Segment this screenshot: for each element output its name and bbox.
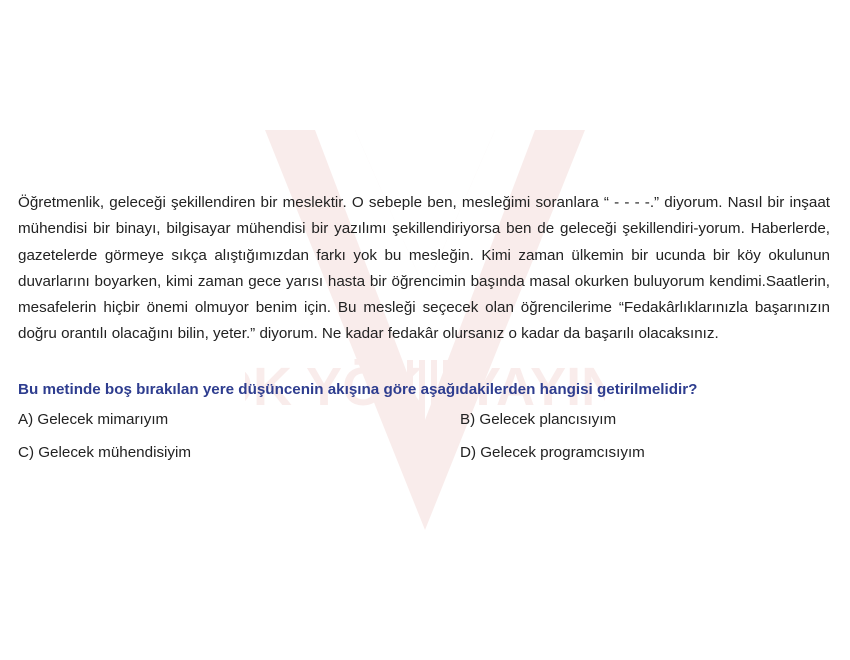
passage-text: Öğretmenlik, geleceği şekillendiren bir meslektir. O sebeple ben, mesleğimi soranlara “ - - - -.” diyorum. Nasıl bir inşaat mühendisi bir binayı, bilgisayar mühendisi bir yazılımı şekillendiriyorsa ben de geleceği şekillendiri-yorum. Haberlerde, gazetelerde görmeye sıkça alıştığımızdan farkı yok bu mesleğin. Kimi zaman ülkemin bir ucunda bir köy okulunun duvarlarını boyarken, kimi zaman gece yarısı hasta bir öğrencimin başında masal okurken buluyorum kendimi.Saatlerin, mesafelerin hiçbir önemi olmuyor benim için. Bu mesleği seçecek olan öğrencilerime “Fedakârlıklarınızla başarınızın doğru orantılı olacağını bilin, yeter.” diyorum. Ne kadar fedakâr olursanız o kadar da başarılı olacaksınız.	[18, 194, 830, 343]
question-text: Bu metinde boş bırakılan yere düşüncenin akışına göre aşağıdakilerden hangisi getirilmelidir?	[18, 381, 698, 398]
watermark-text-right: YAYIN	[465, 357, 605, 417]
answer-option-d[interactable]: D) Gelecek programcısıyım	[460, 444, 645, 461]
watermark-text-left: K YÖK	[253, 357, 424, 417]
answer-option-c[interactable]: C) Gelecek mühendisiyim	[18, 444, 192, 461]
answer-option-b[interactable]: B) Gelecek plancısıyım	[460, 411, 617, 428]
answer-option-a[interactable]: A) Gelecek mimarıyım	[18, 411, 169, 428]
